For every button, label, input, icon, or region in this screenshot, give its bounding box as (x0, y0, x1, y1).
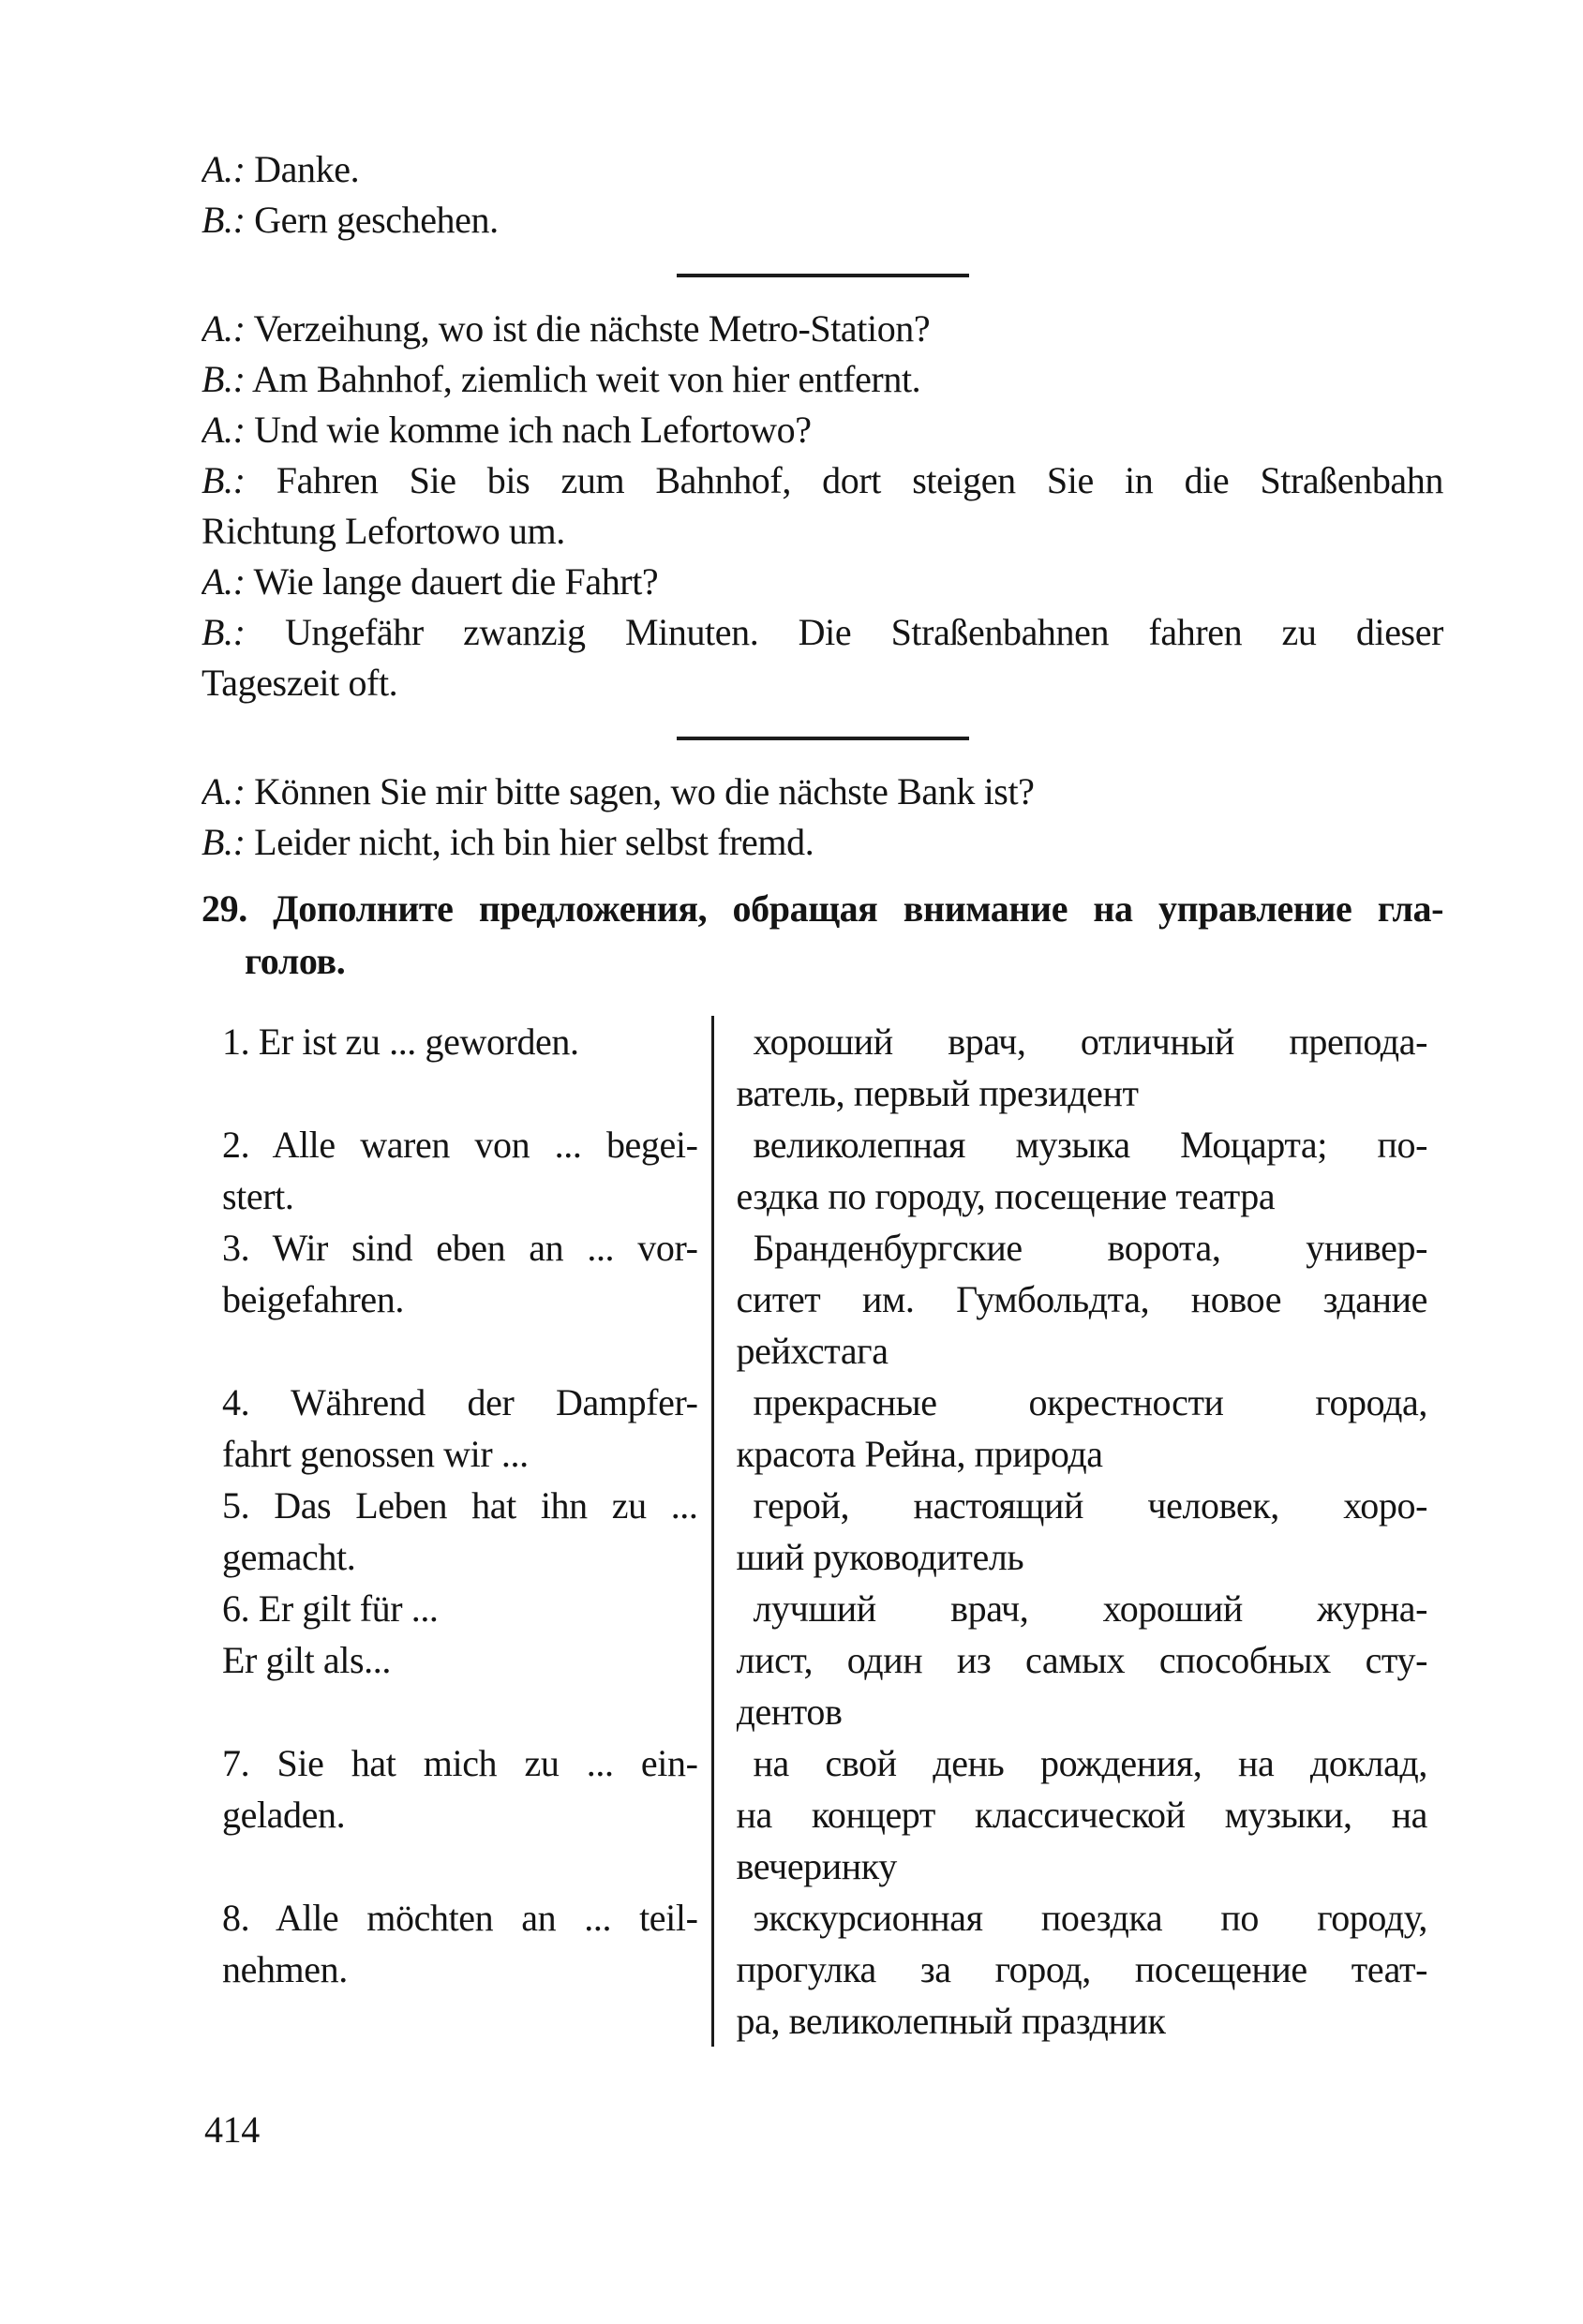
page-content (202, 144, 1443, 2047)
russian-cell (712, 1016, 1427, 1119)
section-divider (677, 737, 969, 740)
russian-cell (712, 1583, 1427, 1737)
dialogue-text: Und wie komme ich nach Lefortowo? (254, 409, 812, 451)
speaker-label: B.: (202, 821, 246, 863)
russian-line: лучший врач, хороший журна- (753, 1587, 1427, 1630)
german-line: 1. Er ist zu ... geworden. (222, 1020, 579, 1063)
german-line: 7. Sie hat mich zu ... ein- (222, 1742, 698, 1784)
dialogue-line (202, 767, 1443, 817)
dialogue-block-3 (202, 767, 1443, 868)
russian-cell (712, 1480, 1427, 1583)
russian-line: ший руководитель (736, 1536, 1024, 1578)
dialogue-text: Richtung Lefortowo um. (202, 510, 565, 552)
table-row (222, 1583, 1427, 1737)
dialogue-block-2 (202, 304, 1443, 708)
table-row (222, 1480, 1427, 1583)
dialogue-line (202, 817, 1443, 868)
exercise-title-text: Дополните предложения, обращая внимание на управление гла- (273, 887, 1443, 930)
german-cell (222, 1377, 712, 1480)
russian-line: ситет им. Гумбольдта, новое здание (736, 1278, 1427, 1320)
german-cell (222, 1892, 712, 2047)
dialogue-text: Fahren Sie bis zum Bahnhof, dort steigen Sie in die Straßenbahn (276, 459, 1443, 501)
russian-line: Бранденбургские ворота, универ- (753, 1227, 1427, 1269)
dialogue-line (202, 607, 1443, 658)
russian-line: на концерт классической музыки, на (736, 1794, 1427, 1836)
table-row (222, 1222, 1427, 1377)
russian-line: хороший врач, отличный препода- (753, 1020, 1427, 1063)
german-line: fahrt genossen wir ... (222, 1433, 529, 1475)
dialogue-text: Können Sie mir bitte sagen, wo die nächste Bank ist? (254, 770, 1035, 812)
russian-line: прекрасные окрестности города, (753, 1381, 1427, 1423)
german-line: gemacht. (222, 1536, 356, 1578)
german-line: Er gilt als... (222, 1639, 391, 1681)
table-row (222, 1892, 1427, 2047)
dialogue-text: Danke. (254, 148, 360, 190)
dialogue-text: Tageszeit oft. (202, 662, 398, 704)
russian-line: герой, настоящий человек, хоро- (753, 1484, 1427, 1527)
table-row (222, 1119, 1427, 1222)
dialogue-text: Wie lange dauert die Fahrt? (253, 560, 659, 603)
dialogue-line (202, 304, 1443, 354)
german-line: 8. Alle möchten an ... teil- (222, 1897, 698, 1939)
german-cell (222, 1480, 712, 1583)
dialogue-text: Am Bahnhof, ziemlich weit von hier entfernt. (251, 358, 921, 400)
speaker-label: A.: (202, 148, 246, 190)
speaker-label: A.: (202, 307, 246, 350)
russian-line: великолепная музыка Моцарта; по- (753, 1124, 1427, 1166)
russian-cell (712, 1119, 1427, 1222)
dialogue-line (202, 405, 1443, 455)
exercise-table (222, 1016, 1427, 2047)
russian-line: экскурсионная поездка по городу, (753, 1897, 1427, 1939)
german-line: 2. Alle waren von ... begei- (222, 1124, 698, 1166)
russian-cell (712, 1892, 1427, 2047)
russian-cell (712, 1377, 1427, 1480)
dialogue-text: Leider nicht, ich bin hier selbst fremd. (254, 821, 814, 863)
russian-line: ездка по городу, посещение театра (736, 1175, 1276, 1217)
german-line: geladen. (222, 1794, 346, 1836)
dialogue-line (202, 354, 1443, 405)
german-line: 3. Wir sind eben an ... vor- (222, 1227, 698, 1269)
speaker-label: A.: (202, 770, 246, 812)
speaker-label: A.: (202, 560, 246, 603)
german-cell (222, 1737, 712, 1892)
russian-line: рейхстага (736, 1330, 889, 1372)
section-divider (677, 274, 969, 277)
table-row (222, 1737, 1427, 1892)
russian-line: ватель, первый президент (736, 1072, 1139, 1114)
page-number: 414 (204, 2108, 260, 2151)
exercise-title-continuation: голов. (245, 940, 346, 982)
german-cell (222, 1222, 712, 1377)
german-line: beigefahren. (222, 1278, 404, 1320)
german-line: nehmen. (222, 1948, 348, 1990)
table-row (222, 1377, 1427, 1480)
speaker-label: B.: (202, 611, 246, 653)
german-cell (222, 1119, 712, 1222)
russian-line: ра, великолепный праздник (736, 2000, 1166, 2042)
german-line: stert. (222, 1175, 294, 1217)
russian-line: вечеринку (736, 1845, 897, 1887)
dialogue-line (202, 557, 1443, 607)
dialogue-block-1 (202, 144, 1443, 246)
german-cell (222, 1583, 712, 1737)
dialogue-line (202, 658, 1443, 708)
german-line: 4. Während der Dampfer- (222, 1381, 698, 1423)
speaker-label: B.: (202, 358, 246, 400)
dialogue-text: Ungefähr zwanzig Minuten. Die Straßenbahnen fahren zu dieser (284, 611, 1443, 653)
russian-cell (712, 1737, 1427, 1892)
dialogue-line (202, 144, 1443, 195)
dialogue-line (202, 506, 1443, 557)
german-line: 5. Das Leben hat ihn zu ... (222, 1484, 698, 1527)
dialogue-text: Verzeihung, wo ist die nächste Metro-Station? (253, 307, 931, 350)
exercise-title (202, 883, 1443, 935)
russian-line: красота Рейна, природа (736, 1433, 1103, 1475)
russian-cell (712, 1222, 1427, 1377)
german-line: 6. Er gilt für ... (222, 1587, 439, 1630)
russian-line: дентов (736, 1691, 843, 1733)
table-row (222, 1016, 1427, 1119)
dialogue-line (202, 455, 1443, 506)
russian-line: на свой день рождения, на доклад, (753, 1742, 1427, 1784)
speaker-label: B.: (202, 199, 246, 241)
dialogue-text: Gern geschehen. (254, 199, 499, 241)
exercise-number: 29. (202, 887, 247, 930)
speaker-label: B.: (202, 459, 246, 501)
german-cell (222, 1016, 712, 1119)
speaker-label: A.: (202, 409, 246, 451)
dialogue-line (202, 195, 1443, 246)
russian-line: лист, один из самых способных сту- (736, 1639, 1427, 1681)
russian-line: прогулка за город, посещение теат- (736, 1948, 1427, 1990)
